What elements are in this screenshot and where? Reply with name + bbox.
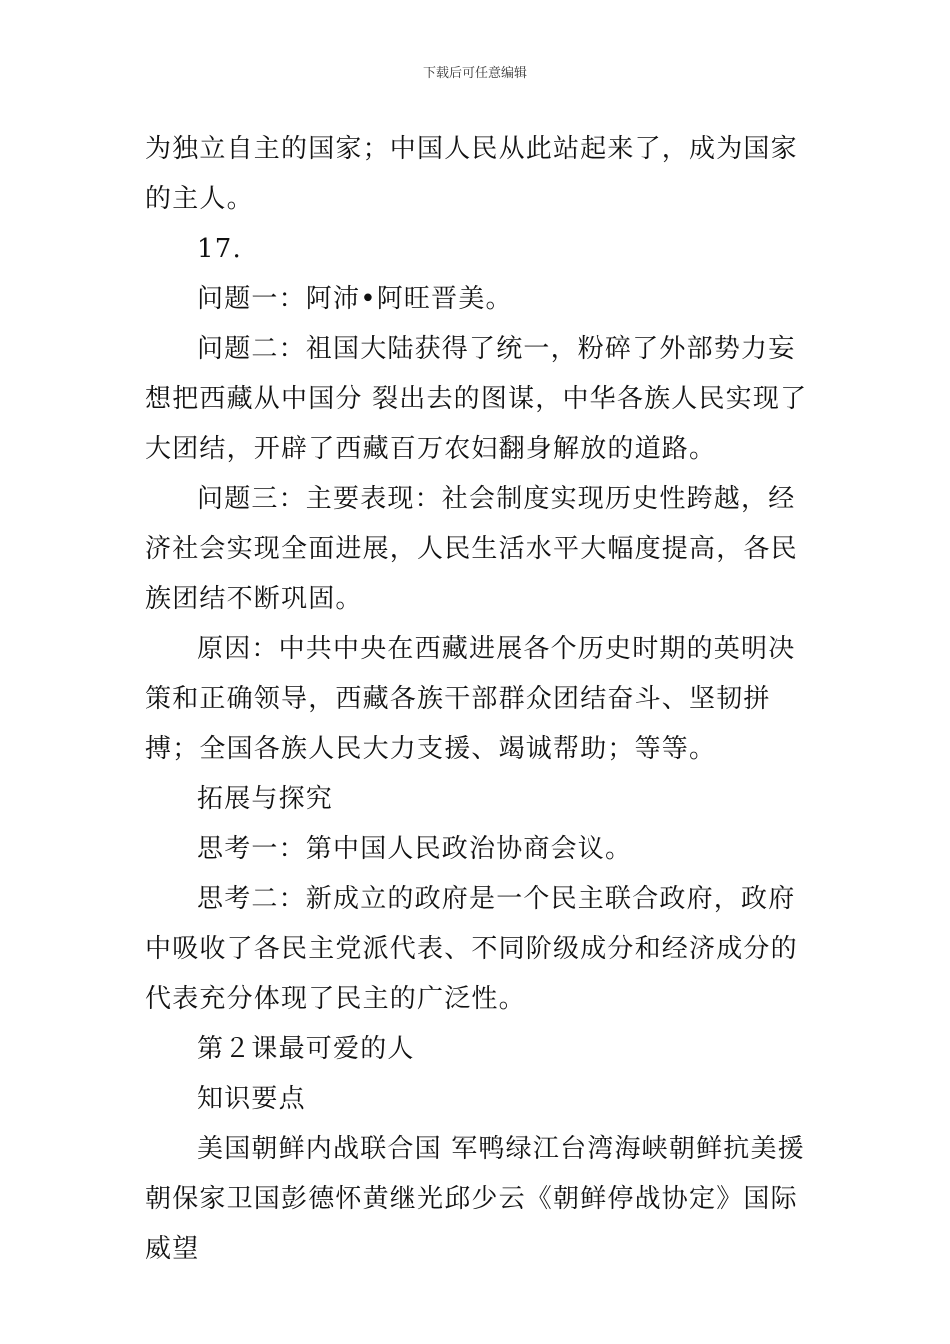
paragraph: 原因：中共中央在西藏进展各个历史时期的英明决策和正确领导，西藏各族干部群众团结奋斗、坚韧拼搏；全国各族人民大力支援、竭诚帮助；等等。: [145, 634, 796, 764]
paragraph: 问题二：祖国大陆获得了统一，粉碎了外部势力妄想把西藏从中国分 裂出去的图谋，中华各族人民实现了大团结，开辟了西藏百万农妇翻身解放的道路。: [145, 334, 808, 464]
paragraph: 为独立自主的国家；中国人民从此站起来了，成为国家的主人。: [145, 134, 798, 214]
section-heading: 拓展与探究: [197, 784, 334, 814]
paragraph: 美国朝鲜内战联合国 军鸭绿江台湾海峡朝鲜抗美援朝保家卫国彭德怀黄继光邱少云《朝鲜停战协定》国际威望: [145, 1134, 805, 1264]
page-header: 下载后可任意编辑: [422, 66, 527, 81]
document-body: [145, 124, 810, 1274]
paragraph: 17.: [197, 234, 242, 264]
paragraph: 问题三：主要表现：社会制度实现历史性跨越，经济社会实现全面进展，人民生活水平大幅度提高，各民族团结不断巩固。: [145, 484, 798, 614]
paragraph: 问题一：阿沛•阿旺晋美。: [197, 284, 513, 314]
lesson-title: 第２课最可爱的人: [197, 1034, 415, 1064]
paragraph: 思考二：新成立的政府是一个民主联合政府，政府中吸收了各民主党派代表、不同阶级成分和经济成分的代表充分体现了民主的广泛性。: [145, 884, 798, 1014]
paragraph: 思考一：第中国人民政治协商会议。: [197, 834, 633, 864]
section-heading: 知识要点: [197, 1084, 306, 1114]
